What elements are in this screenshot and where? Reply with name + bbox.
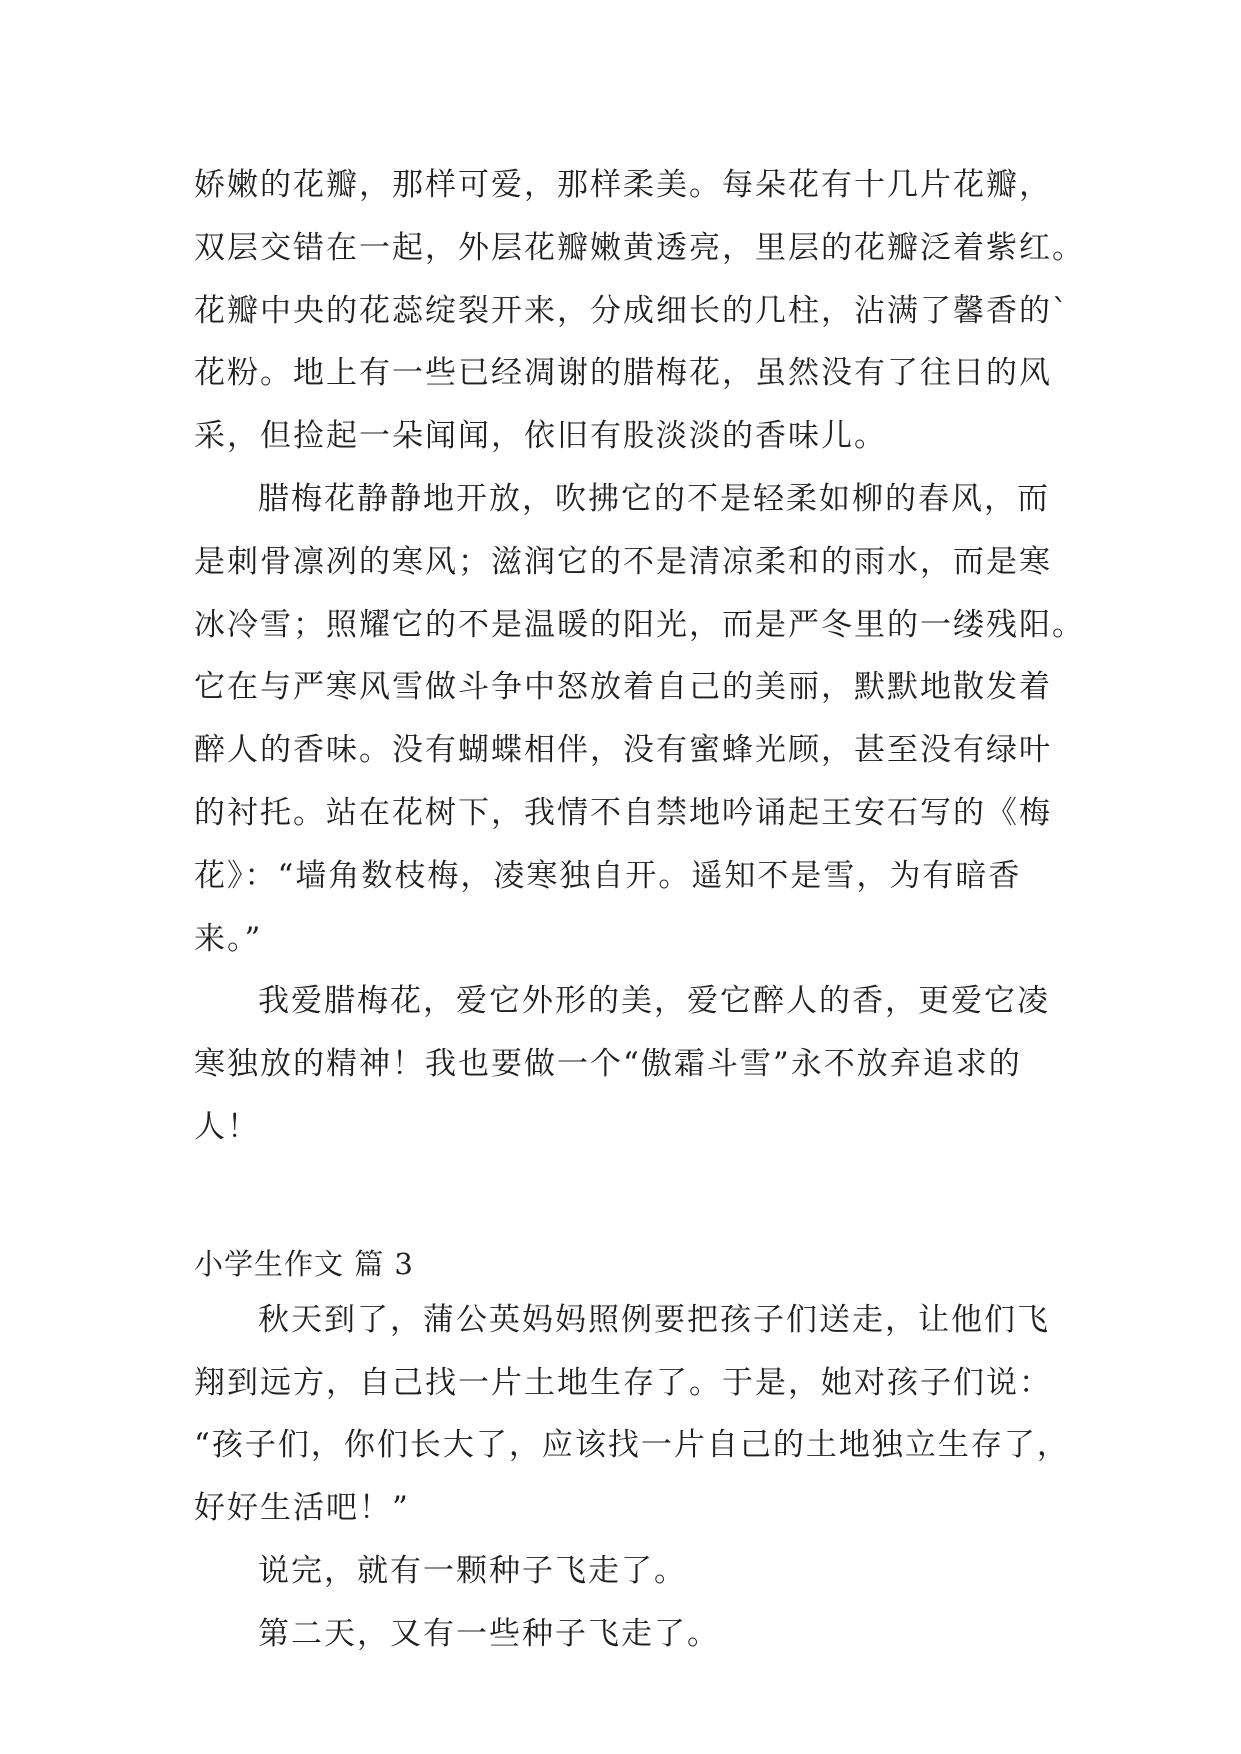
paragraph — [194, 970, 1054, 1158]
text-line: 来。” — [194, 920, 263, 957]
text-line: 第二天，又有一些种子飞走了。 — [258, 1615, 720, 1652]
text-line: 人！ — [194, 1108, 260, 1145]
paragraph — [194, 1540, 1054, 1603]
text-line: 花粉。地上有一些已经凋谢的腊梅花，虽然没有了往日的风 — [194, 355, 1052, 392]
text-line: 我爱腊梅花，爱它外形的美，爱它醉人的香，更爱它凌 — [258, 983, 1050, 1020]
text-line: 醉人的香味。没有蝴蝶相伴，没有蜜蜂光顾，甚至没有绿叶 — [194, 732, 1052, 769]
text-line: 它在与严寒风雪做斗争中怒放着自己的美丽，默默地散发着 — [194, 669, 1052, 706]
section-spacer — [194, 1159, 1054, 1239]
section-heading: 小学生作文 篇 3 — [194, 1246, 414, 1281]
paragraph — [194, 1603, 1054, 1666]
text-line: “孩子们，你们长大了，应该找一片自己的土地独立生存了， — [194, 1427, 1070, 1464]
text-line: 腊梅花静静地开放，吹拂它的不是轻柔如柳的春风，而 — [258, 480, 1050, 517]
paragraph — [194, 154, 1085, 468]
text-line: 翔到远方，自己找一片土地生存了。于是，她对孩子们说： — [194, 1364, 1052, 1401]
text-line: 说完，就有一颗种子飞走了。 — [258, 1552, 687, 1589]
paragraph — [194, 468, 1085, 970]
text-line: 是刺骨凛冽的寒风；滋润它的不是清凉柔和的雨水，而是寒 — [194, 543, 1052, 580]
text-line: 双层交错在一起，外层花瓣嫩黄透亮，里层的花瓣泛着紫红。 — [194, 229, 1085, 266]
text-line: 秋天到了，蒲公英妈妈照例要把孩子们送走，让他们飞 — [258, 1301, 1050, 1338]
document-body — [194, 154, 1085, 1666]
text-line: 花瓣中央的花蕊绽裂开来，分成细长的几柱，沾满了馨香的` — [194, 292, 1070, 329]
text-line: 寒独放的精神！我也要做一个“傲霜斗雪”永不放弃追求的 — [194, 1046, 1022, 1083]
paragraph — [194, 1289, 1070, 1540]
text-line: 花》：“墙角数枝梅，凌寒独自开。遥知不是雪，为有暗香 — [194, 857, 1022, 894]
text-line: 好好生活吧！” — [194, 1490, 410, 1527]
text-line: 的衬托。站在花树下，我情不自禁地吟诵起王安石写的《梅 — [194, 794, 1052, 831]
text-line: 冰冷雪；照耀它的不是温暖的阳光，而是严冬里的一缕残阳。 — [194, 606, 1085, 643]
text-line: 娇嫩的花瓣，那样可爱，那样柔美。每朵花有十几片花瓣， — [194, 167, 1052, 203]
text-line: 采，但捡起一朵闻闻，依旧有股淡淡的香味儿。 — [194, 418, 887, 455]
